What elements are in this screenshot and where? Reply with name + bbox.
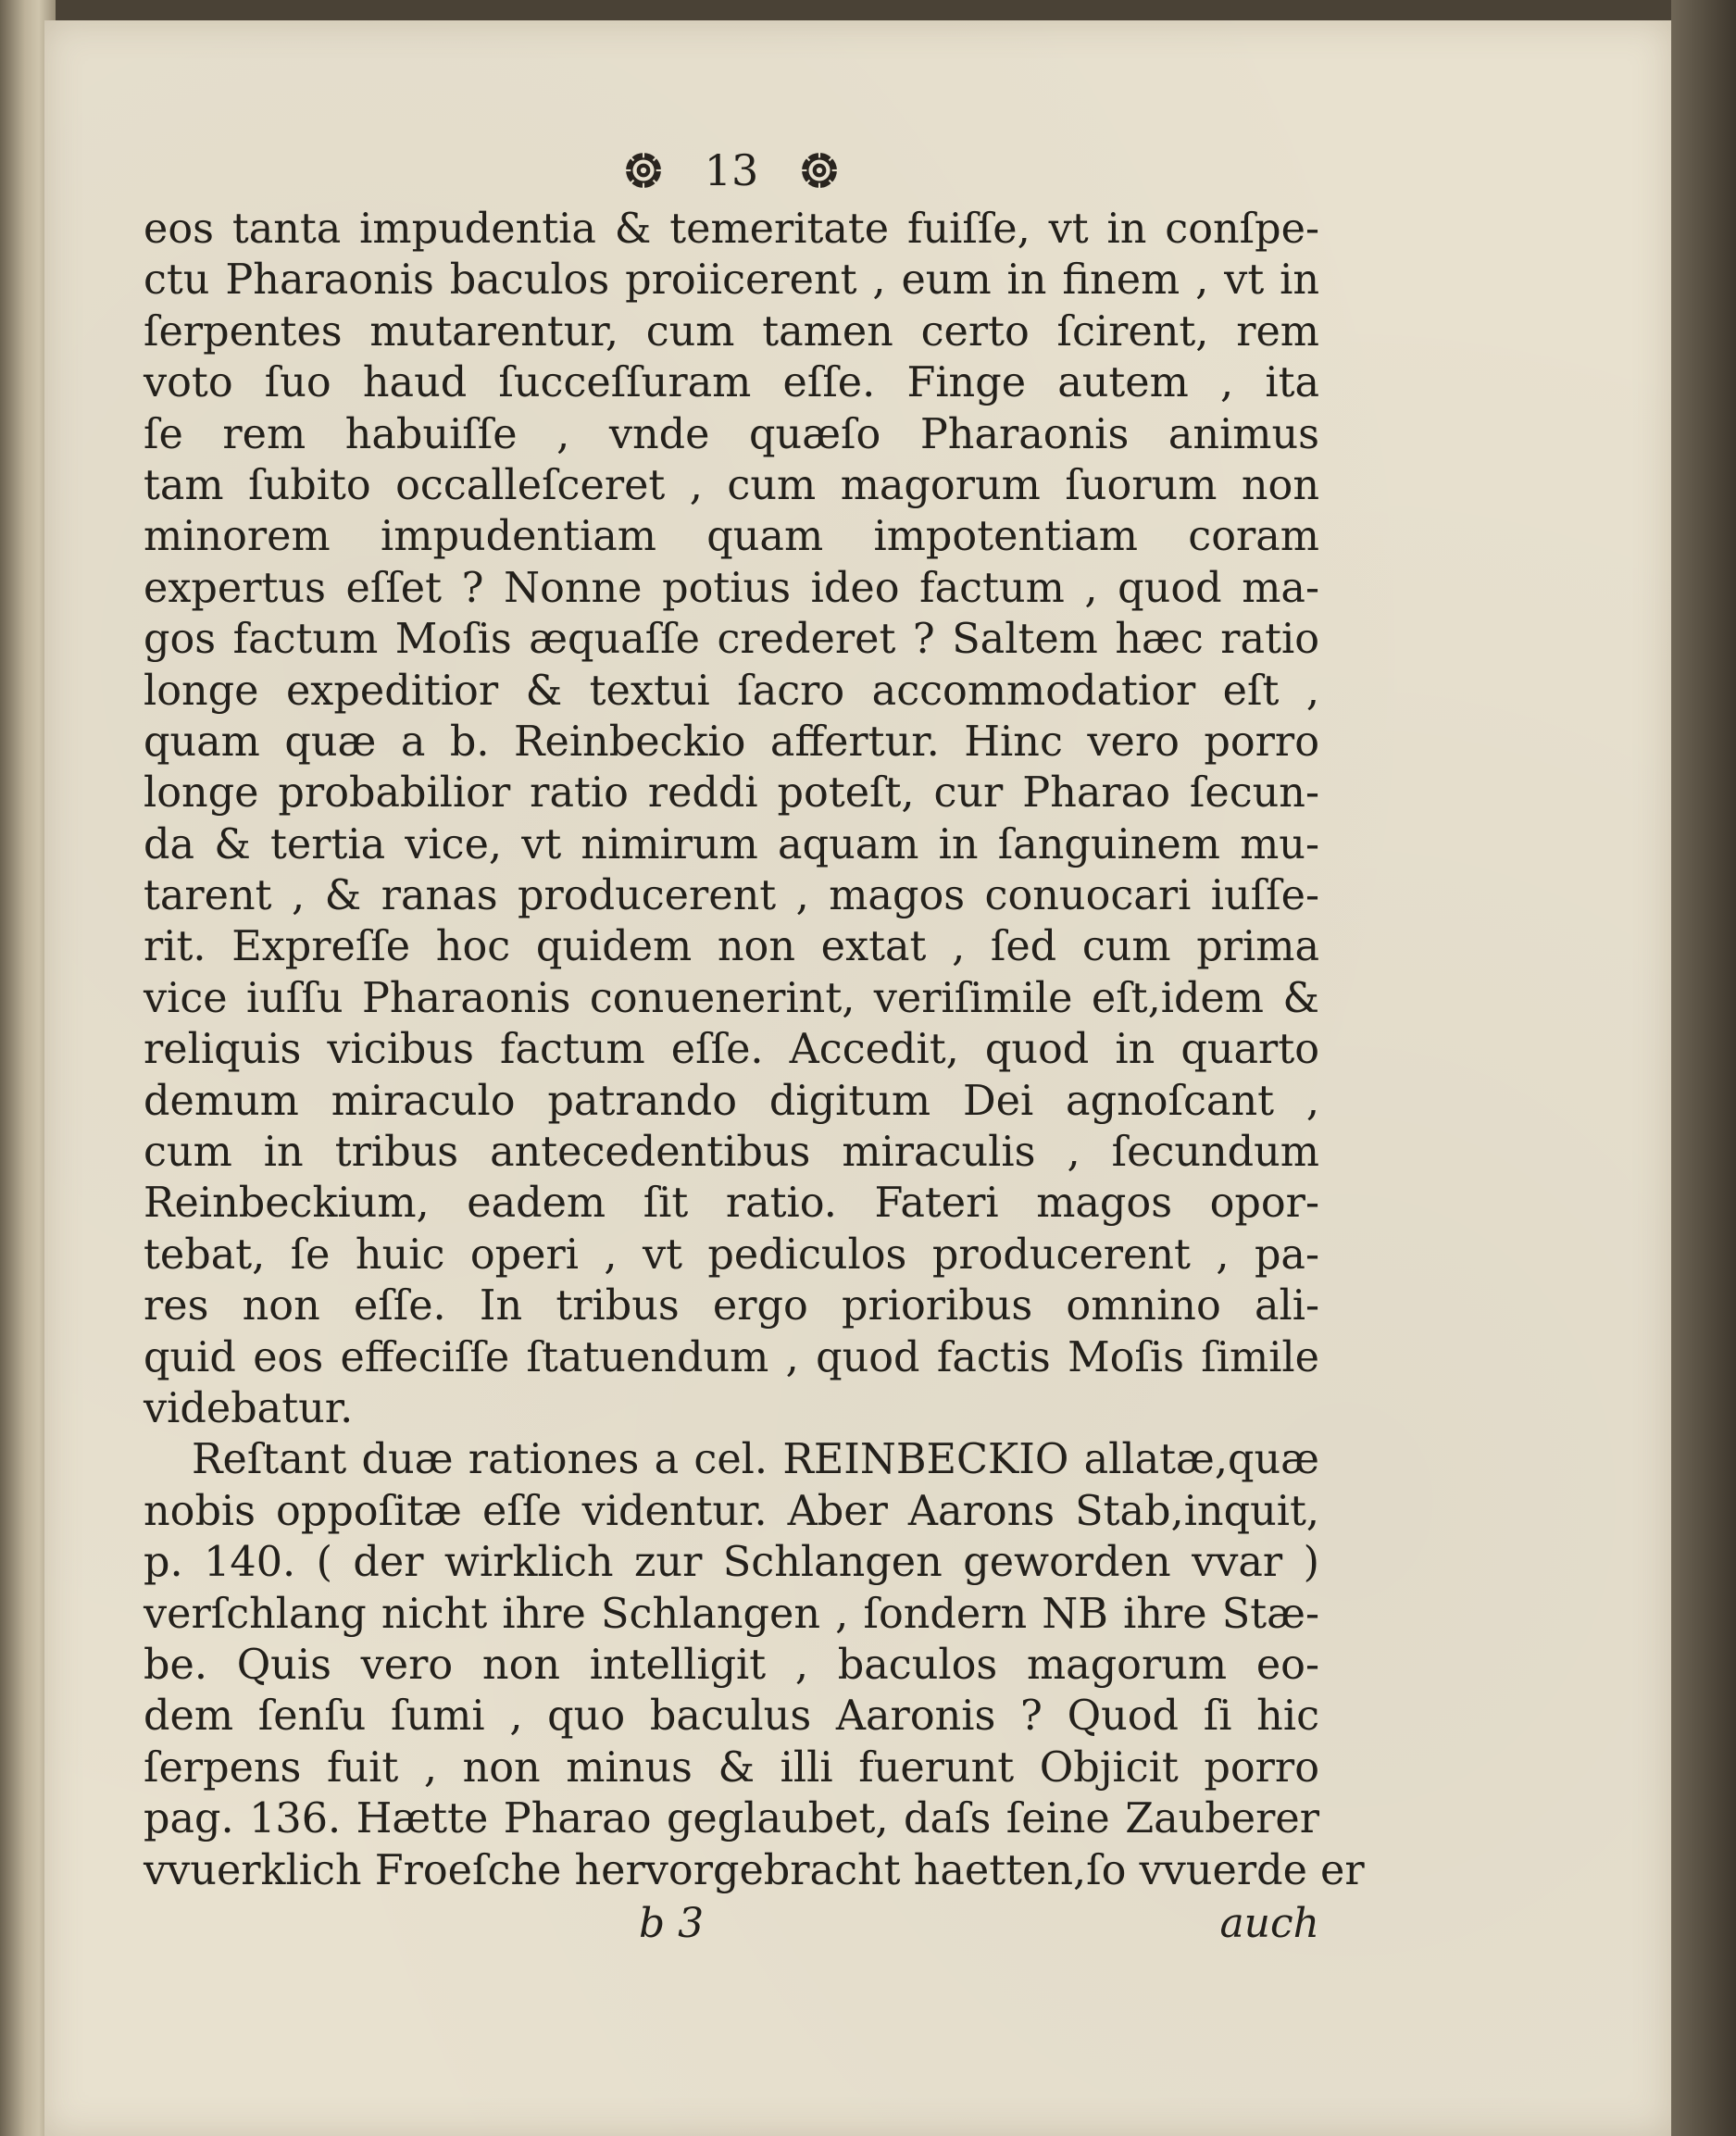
- signature-mark: b 3: [639, 1900, 705, 1948]
- text-line: rit. Expreſſe hoc quidem non extat , ſed cum prima: [144, 923, 1319, 971]
- text-line: quid eos effeciſſe ſtatuendum , quod factis Moſis ſimile: [144, 1333, 1319, 1381]
- page-footer: [144, 1898, 1319, 1949]
- text-line: cum in tribus antecedentibus miraculis , ſecundum: [144, 1129, 1319, 1177]
- scan-background: [1671, 0, 1736, 2136]
- text-line: verſchlang nicht ihre Schlangen , ſondern NB ihre Stæ-: [144, 1590, 1319, 1638]
- catchword: auch: [1219, 1900, 1319, 1948]
- text-line: Reſtant duæ rationes a cel. REINBECKIO allatæ,quæ: [192, 1436, 1319, 1484]
- text-line: videbatur.: [144, 1384, 354, 1432]
- text-line: vvuerklich Froeſche hervorgebracht haetten,ſo vvuerde er: [144, 1846, 1365, 1894]
- text-line: reliquis vicibus factum eſſe. Accedit, quod in quarto: [144, 1026, 1319, 1074]
- flower-ornament-icon: [624, 151, 663, 190]
- text-line: voto ſuo haud ſucceſſuram eſſe. Finge autem , ita: [144, 359, 1319, 407]
- text-line: da & tertia vice, vt nimirum aquam in ſanguinem mu-: [144, 820, 1319, 868]
- text-line: eos tanta impudentia & temeritate fuiſſe, vt in conſpe-: [144, 206, 1319, 253]
- flower-ornament-icon: [800, 151, 839, 190]
- text-line: quam quæ a b. Reinbeckio affertur. Hinc vero porro: [144, 718, 1319, 766]
- text-line: ſerpens fuit , non minus & illi fuerunt Objicit porro: [144, 1743, 1319, 1792]
- page-text-block: [144, 145, 1365, 1948]
- text-line: Reinbeckium, eadem ſit ratio. Fateri magos opor-: [144, 1180, 1319, 1228]
- page-number: 13: [704, 145, 759, 195]
- text-line: minorem impudentiam quam impotentiam coram: [144, 513, 1319, 561]
- text-line: pag. 136. Hætte Pharao geglaubet, daſs ſeine Zauberer: [144, 1795, 1319, 1843]
- text-line: nobis oppoſitæ eſſe videntur. Aber Aarons Stab,inquit,: [144, 1487, 1319, 1535]
- text-line: p. 140. ( der wirklich zur Schlangen geworden vvar ): [144, 1539, 1319, 1587]
- page-header: [144, 139, 1319, 194]
- text-line: longe expeditior & textui ſacro accommodatior eſt ,: [144, 667, 1319, 715]
- text-line: tarent , & ranas producerent , magos conuocari iuſſe-: [144, 872, 1319, 920]
- text-line: expertus eſſet ? Nonne potius ideo factum , quod ma-: [144, 564, 1319, 612]
- text-line: ſe rem habuiſſe , vnde quæſo Pharaonis animus: [144, 410, 1319, 458]
- text-line: ctu Pharaonis baculos proiicerent , eum in finem , vt in: [144, 256, 1319, 305]
- text-line: gos factum Moſis æquaſſe crederet ? Saltem hæc ratio: [144, 616, 1319, 664]
- text-line: dem ſenſu ſumi , quo baculus Aaronis ? Quod ſi hic: [144, 1693, 1319, 1741]
- text-line: tam ſubito occalleſceret , cum magorum ſuorum non: [144, 461, 1319, 509]
- text-line: be. Quis vero non intelligit , baculos magorum eo-: [144, 1641, 1319, 1689]
- text-line: ſerpentes mutarentur, cum tamen certo ſcirent, rem: [144, 307, 1319, 356]
- text-line: demum miraculo patrando digitum Dei agnoſcant ,: [144, 1077, 1319, 1125]
- text-line: res non eſſe. In tribus ergo prioribus omnino ali-: [144, 1282, 1319, 1330]
- text-line: vice iuſſu Pharaonis conuenerint, veriſimile eſt,idem &: [144, 974, 1319, 1022]
- text-line: tebat, ſe huic operi , vt pediculos producerent , pa-: [144, 1230, 1319, 1279]
- text-line: longe probabilior ratio reddi poteſt, cur Pharao ſecun-: [144, 769, 1319, 818]
- body-text: [144, 204, 1365, 1896]
